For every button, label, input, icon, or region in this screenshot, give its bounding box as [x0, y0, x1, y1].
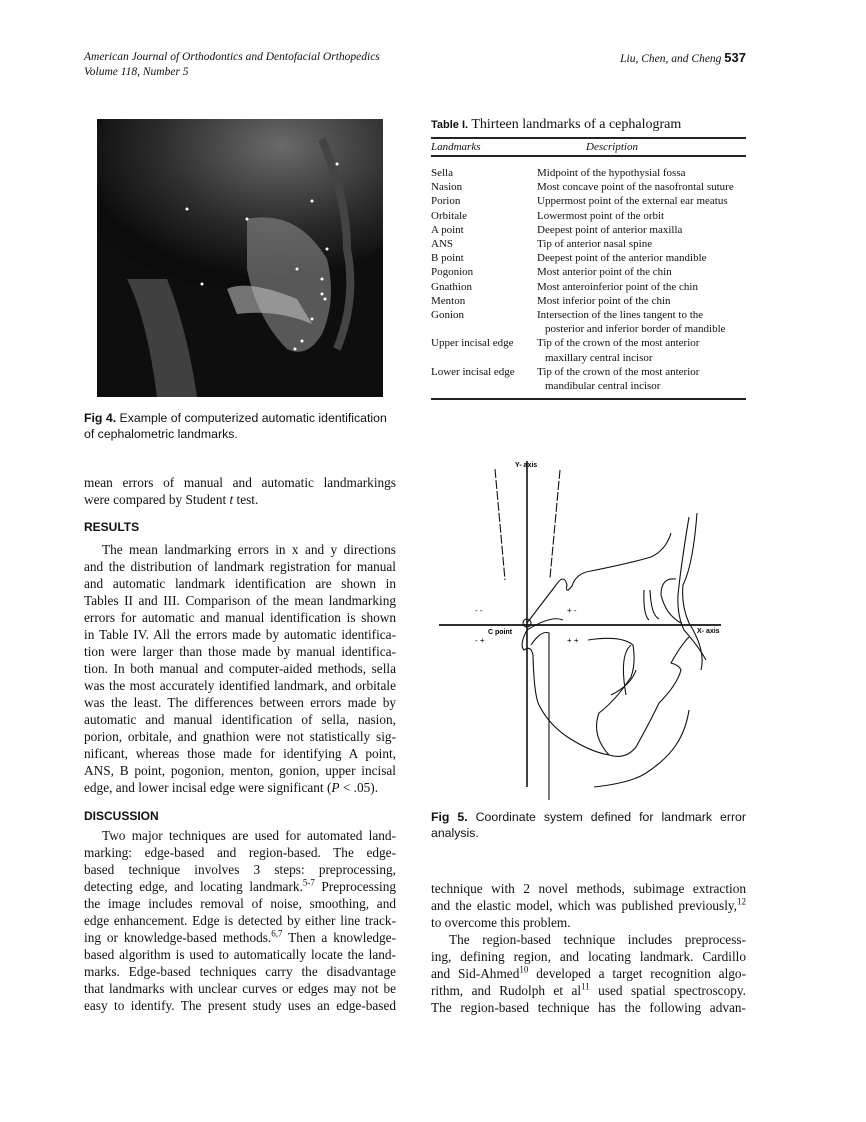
text-line: based algorithm is used to automatically locate the land-: [84, 947, 396, 962]
text-segment: developed a target recognition algo-: [528, 966, 746, 981]
citation-superscript: 5-7: [302, 877, 315, 888]
text-line: easy to identify. The present study uses an edge-based: [84, 998, 396, 1013]
text-line: marks. Edge-based techniques carry the disadvantage: [84, 964, 396, 979]
text-line: porion, orbitale, and gnathion were not statistically sig-: [84, 729, 396, 744]
text-line: technique with 2 novel methods, subimage extraction: [431, 881, 746, 896]
landmark-cell: Pogonion: [431, 266, 474, 279]
text-line: to overcome this problem.: [431, 915, 571, 930]
text-line: mean errors of manual and automatic landmarkings: [84, 475, 396, 490]
landmark-cell: Porion: [431, 195, 461, 208]
fig5-caption-text: Coordinate system defined for landmark error: [467, 810, 746, 824]
nasal-curves: [644, 579, 681, 623]
column-header-landmarks: Landmarks: [431, 141, 481, 153]
text-line: Tables II and III. Comparison of the mean landmarking: [84, 593, 396, 608]
text-line: was the least. The differences between errors made by: [84, 695, 396, 710]
text-segment: Then a knowledge-: [282, 930, 396, 945]
text-line: the image includes removal of noise, smoothing, and: [84, 896, 396, 911]
text-segment: detecting edge, and locating landmark.: [84, 879, 303, 894]
right-paragraph-2: [431, 931, 746, 1016]
mandible-outline: [594, 710, 689, 787]
text-line: The region-based technique includes preprocess-: [449, 932, 746, 947]
description-line: Tip of the crown of the most anterior: [537, 337, 700, 350]
authors: Liu, Chen, and Cheng: [620, 53, 722, 65]
text-segment: edge, and lower incisal edge were significant (: [84, 780, 332, 795]
text-line: tion. In both manual and computer-aided methods, sella: [84, 661, 396, 676]
italic-symbol: t: [229, 492, 234, 507]
description-line: Intersection of the lines tangent to the: [537, 309, 704, 321]
text-line: ing, defining region, and locating landmark. Cardillo: [431, 949, 746, 964]
table1-label: Table I.: [431, 119, 469, 131]
page-header-right: [620, 50, 746, 67]
landmark-cell: Orbitale: [431, 209, 468, 222]
text-segment: ing or knowledge-based methods.: [84, 930, 272, 945]
text-line: edge enhancement. Edge is detected by either line track-: [84, 913, 396, 928]
text-line: Two major techniques are used for automated land-: [102, 828, 396, 843]
dashed-line-right: [550, 470, 560, 578]
description-line: maxillary central incisor: [545, 351, 653, 364]
y-axis-label: Y- axis: [515, 462, 538, 469]
fig5-caption-text-2: analysis.: [431, 826, 479, 840]
text-line: errors for automatic and manual identification is shown: [84, 610, 396, 625]
fig4-caption-text-2: of cephalometric landmarks.: [84, 427, 238, 441]
description-cell: [537, 265, 747, 279]
text-line: The mean landmarking errors in x and y directions: [102, 542, 396, 557]
citation-superscript: 6,7: [271, 928, 283, 939]
text-segment: test.: [233, 492, 259, 507]
description-line: Uppermost point of the external ear meatus: [537, 195, 728, 208]
description-line: Deepest point of anterior maxilla: [537, 223, 683, 236]
page-number: 537: [724, 50, 746, 65]
palate-line: [527, 619, 563, 800]
description-cell: [537, 180, 747, 194]
text-line: [84, 929, 396, 946]
description-cell: [537, 308, 747, 336]
text-line: [431, 982, 746, 999]
description-cell: [537, 223, 747, 237]
discussion-paragraph: [84, 827, 396, 1014]
text-line: in Table IV. All the errors made by automatic identifica-: [84, 627, 396, 642]
description-line: Lowermost point of the orbit: [537, 209, 665, 222]
text-line: and the distribution of landmark registration for manual: [84, 559, 396, 574]
text-segment: were compared by Student: [84, 492, 230, 507]
citation-superscript: 10: [519, 964, 529, 975]
fig4-caption: [84, 410, 404, 442]
description-cell: [537, 166, 747, 180]
skull-base-profile: [527, 533, 671, 623]
landmark-cell: Gonion: [431, 309, 464, 321]
text-line: and automatic landmark identification are shown in: [84, 576, 396, 591]
text-line: tion were larger than those made by manual identifica-: [84, 644, 396, 659]
table-bottom-rule: [431, 398, 746, 400]
text-segment: rithm, and Rudolph et al: [431, 983, 582, 998]
right-paragraph-1: [431, 880, 746, 931]
text-line: [84, 779, 396, 796]
results-heading: RESULTS: [84, 520, 140, 534]
text-line: ANS, B point, pogonion, menton, gonion, upper incisal: [84, 763, 396, 778]
landmark-cell: Lower incisal edge: [431, 365, 515, 378]
landmark-cell: A point: [431, 223, 464, 236]
description-line: posterior and inferior border of mandible: [545, 323, 726, 336]
table-header-rule: [431, 155, 746, 157]
jaw-outline: [522, 630, 689, 756]
origin-label: C point: [488, 629, 513, 636]
running-header: [84, 50, 380, 80]
text-line: marking: edge-based and region-based. The edge-: [84, 845, 396, 860]
dashed-line-left: [495, 469, 505, 580]
fig5-diagram: [431, 455, 747, 805]
description-line: Most concave point of the nasofrontal suture: [537, 181, 734, 194]
description-cell: [537, 294, 747, 308]
results-paragraph: [84, 541, 396, 796]
description-line: Tip of the crown of the most anterior: [537, 365, 700, 378]
quadrant-label: - -: [475, 606, 483, 615]
intro-paragraph: [84, 474, 396, 508]
fig4-label: Fig 4.: [84, 411, 117, 425]
description-cell: [537, 336, 747, 364]
text-line: [84, 878, 396, 895]
journal-volume: Volume 118, Number 5: [84, 66, 189, 78]
text-line: automatic and manual identification of sella, nasion,: [84, 712, 396, 727]
description-cell: [537, 194, 747, 208]
quadrant-label: + +: [567, 636, 579, 645]
table-top-rule: [431, 137, 746, 139]
text-segment: and Sid-Ahmed: [431, 966, 520, 981]
text-line: [431, 897, 746, 914]
citation-superscript: 12: [737, 896, 746, 907]
description-cell: [537, 251, 747, 265]
text-line: nificant, whereas those made for identifying A point,: [84, 746, 396, 761]
quadrant-label: - +: [475, 636, 485, 645]
profile-curve-1: [678, 517, 706, 660]
fig4-xray-image: [97, 119, 383, 397]
fig5-label: Fig 5.: [431, 810, 468, 824]
fig5-caption: [431, 809, 746, 841]
description-cell: [537, 280, 747, 294]
text-segment: < .05).: [339, 780, 379, 795]
text-segment: Preprocessing: [314, 879, 397, 894]
italic-symbol: P: [331, 780, 340, 795]
text-line: based technique involves 3 steps: preprocessing,: [84, 862, 396, 877]
text-segment: and the elastic model, which was published previously,: [431, 898, 737, 913]
landmark-cell: Upper incisal edge: [431, 337, 514, 350]
text-line: The region-based technique has the following advan-: [431, 1000, 746, 1015]
text-line: was the most accurately identified landmark, and orbitale: [84, 678, 396, 693]
description-line: Most anteroinferior point of the chin: [537, 280, 698, 293]
landmark-cell: Menton: [431, 294, 466, 307]
text-line: [431, 965, 746, 982]
landmark-cell: ANS: [431, 238, 454, 250]
landmark-cell: Nasion: [431, 181, 463, 194]
description-line: Midpoint of the hypothysial fossa: [537, 167, 686, 179]
journal-name: American Journal of Orthodontics and Dentofacial Orthopedics: [84, 51, 380, 63]
text-segment: used spatial spectroscopy.: [589, 983, 746, 998]
column-header-description: Description: [586, 141, 638, 153]
table1-title: [431, 117, 746, 133]
description-cell: [537, 209, 747, 223]
landmark-cell: Gnathion: [431, 280, 472, 293]
text-line: [84, 491, 396, 508]
description-line: Deepest point of the anterior mandible: [537, 252, 707, 265]
discussion-heading: DISCUSSION: [84, 809, 159, 823]
description-cell: [537, 237, 747, 251]
description-line: Most inferior point of the chin: [537, 294, 671, 307]
description-line: mandibular central incisor: [545, 380, 661, 392]
citation-superscript: 11: [581, 981, 590, 992]
landmark-cell: B point: [431, 252, 464, 265]
text-line: that landmarks with unclear curves or edges may not be: [84, 981, 396, 996]
teeth-outline: [588, 638, 636, 755]
table1-title-text: Thirteen landmarks of a cephalogram: [468, 117, 682, 132]
x-axis-label: X- axis: [697, 628, 720, 635]
description-line: Tip of anterior nasal spine: [537, 238, 653, 250]
fig4-caption-text: Example of computerized automatic identification: [116, 411, 387, 425]
landmark-cell: Sella: [431, 167, 453, 179]
description-cell: [537, 365, 747, 393]
quadrant-label: + -: [567, 606, 577, 615]
description-line: Most anterior point of the chin: [537, 266, 672, 279]
